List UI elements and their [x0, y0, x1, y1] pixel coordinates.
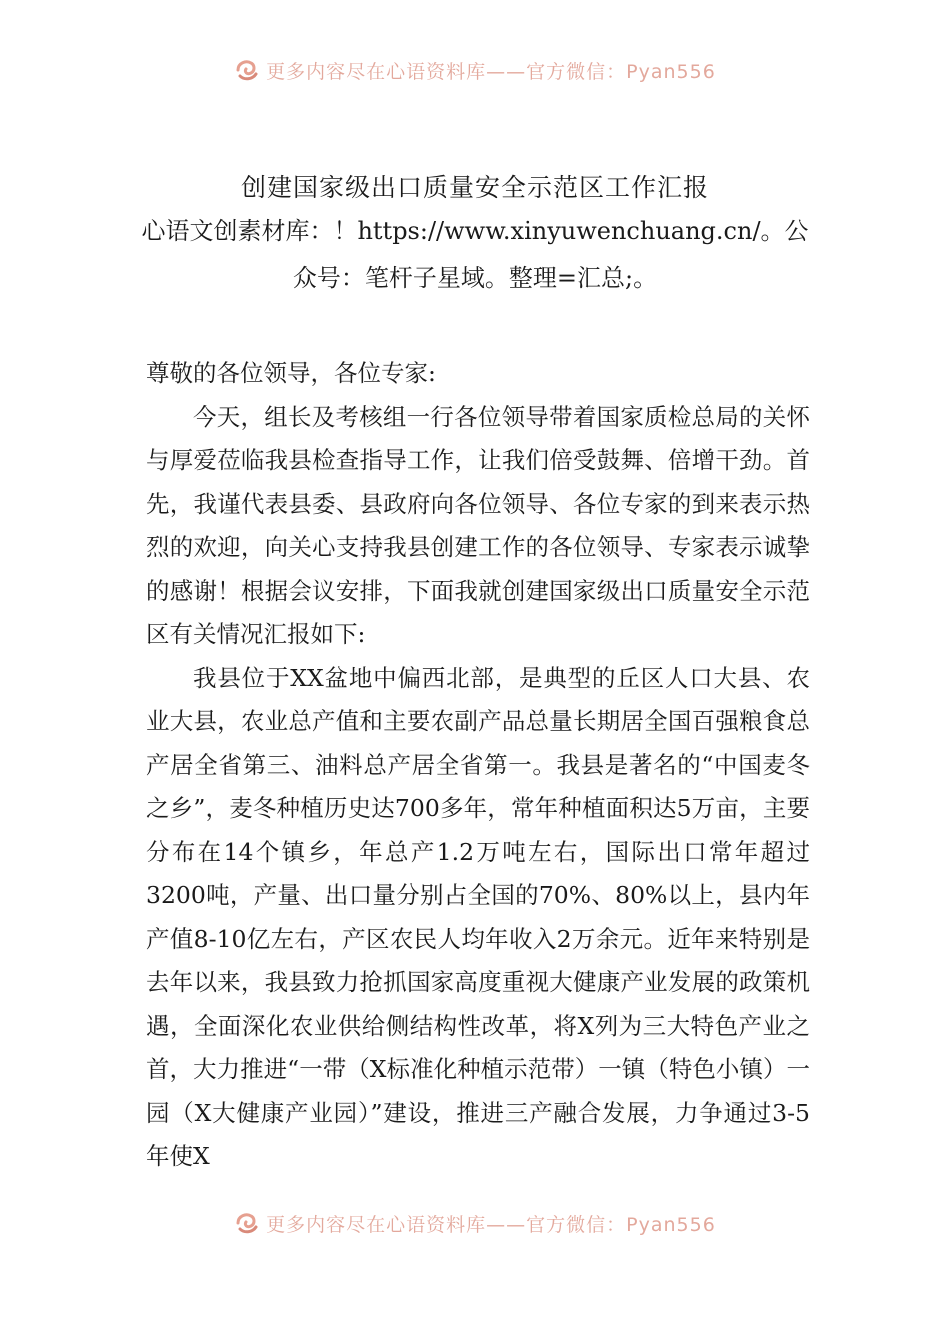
paragraph: 今天，组长及考核组一行各位领导带着国家质检总局的关怀与厚爱莅临我县检查指导工作，让我们倍受鼓舞、倍增干劲。首先，我谨代表县委、县政府向各位领导、各位专家的到来表示热烈的欢迎，向关心支持我县创建工作的各位领导、专家表示诚挚的感谢！根据会议安排，下面我就创建国家级出口质量安全示范区有关情况汇报如下: [146, 402, 810, 648]
source-line: 心语文创素材库：！https://www.xinyuwenchuang.cn/。公众号：笔杆子星域。整理=汇总;。 [141, 217, 809, 292]
paragraph: 我县位于XX盆地中偏西北部，是典型的丘区人口大县、农业大县，农业总产值和主要农副产品总量长期居全国百强粮食总产居全省第三、油料总产居全省第一。我县是著名的“中国麦冬之乡”，麦冬种植历史达700多年，常年种植面积达5万亩，主要分布在14个镇乡，年总产1.2万吨左右，国际出口常年超过3200吨，产量、出口量分别占全国的70%、80%以上，县内年产值8-10亿左右，产区农民人均年收入2万余元。近年来特别是去年以来，我县致力抢抓国家高度重视大健康产业发展的政策机遇，全面深化农业供给侧结构性改革，将X列为三大特色产业之首，大力推进“一带（X标准化种植示范带）一镇（特色小镇）一园（X大健康产业园）”建设，推进三产融合发展，力争通过3-5年使X [146, 663, 810, 1170]
document-title: 创建国家级出口质量安全示范区工作汇报 [240, 173, 709, 202]
watermark-banner-top [0, 50, 950, 90]
salutation: 尊敬的各位领导，各位专家: [146, 359, 436, 387]
document-body [146, 352, 810, 1179]
watermark-text: 更多内容尽在心语资料库——官方微信：Pyan556 [266, 1213, 716, 1236]
watermark-text: 更多内容尽在心语资料库——官方微信：Pyan556 [266, 60, 716, 83]
swirl-logo-icon [234, 1210, 260, 1236]
watermark-banner-bottom [0, 1203, 950, 1243]
swirl-logo-icon [234, 57, 260, 83]
